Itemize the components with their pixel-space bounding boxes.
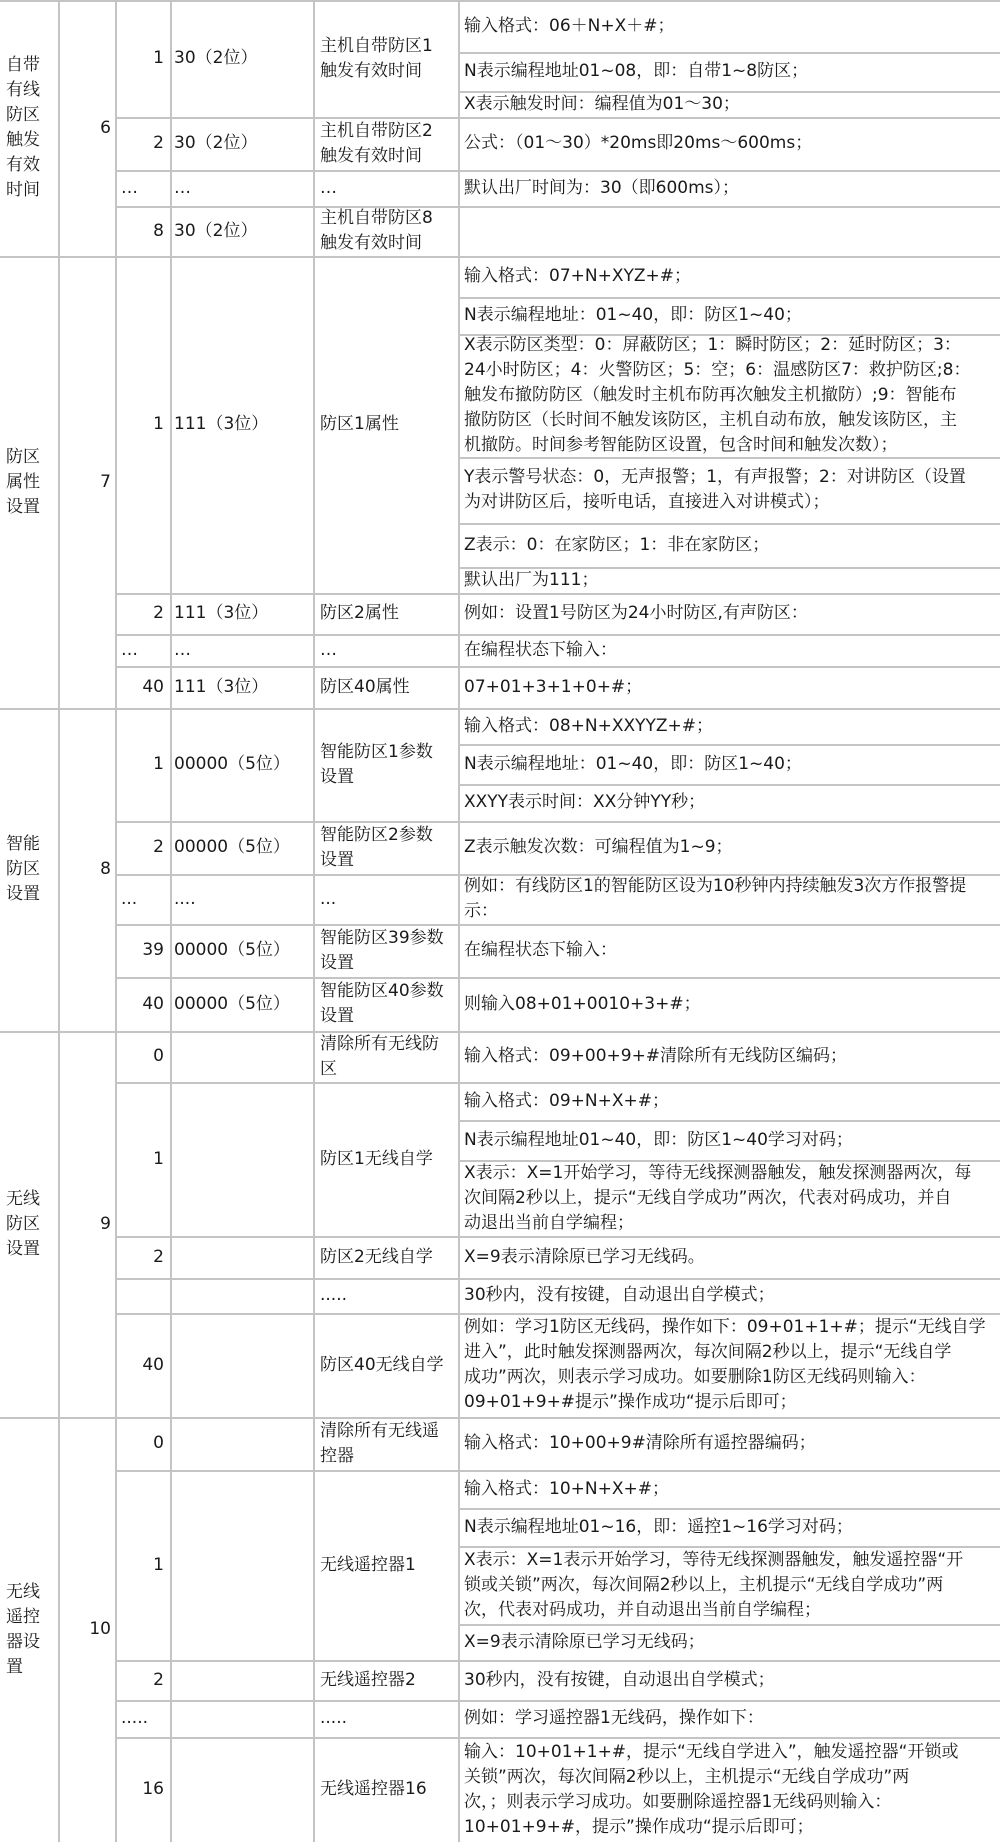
note-line: 07+01+3+1+0+#；	[464, 676, 643, 697]
row-number: 2	[153, 1669, 164, 1690]
column-divider	[170, 593, 172, 634]
column-divider	[170, 117, 172, 170]
row-item: 防区2无线自学	[320, 1246, 433, 1267]
column-divider	[170, 1278, 172, 1313]
column-divider	[313, 634, 315, 666]
row-divider	[115, 1313, 458, 1315]
row-number: 0	[153, 1046, 164, 1066]
column-divider	[458, 0, 460, 256]
row-number: 1	[153, 48, 164, 68]
column-divider	[170, 256, 172, 593]
row-divider	[458, 593, 1000, 595]
row-item: 智能防区2参数 设置	[320, 824, 433, 870]
note-line: XXYY表示时间：XX分钟YY秒；	[464, 792, 706, 812]
note-line: 输入格式：10+N+X+#；	[464, 1478, 669, 1499]
row-number: 1	[153, 754, 164, 774]
column-divider	[313, 1700, 315, 1737]
column-divider	[115, 256, 117, 708]
row-number: 1	[153, 1148, 164, 1169]
note-line: X表示触发时间：编程值为01～30；	[464, 93, 740, 114]
row-divider	[115, 874, 458, 876]
row-divider	[115, 593, 458, 595]
note-line: 输入：10+01+1+#，提示“无线自学进入”，触发遥控器“开锁或 关锁”两次，每次间隔2秒以上，主机提示“无线自学成功”两 次，；则表示学习成功。如要删除遥控器1无线码则输入： 10+01+9+#，提示”操作成功“提示后即可；	[464, 1741, 959, 1837]
note-line: Y表示警号状态：0，无声报警；1，有声报警；2：对讲防区（设置 为对讲防区后，接听电话，直接进入对讲模式）；	[464, 467, 966, 512]
note-line: X表示：X=1开始学习，等待无线探测器触发，触发探测器两次，每 次间隔2秒以上，提示“无线自学成功”两次，代表对码成功，并自 动退出当前自学编程；	[464, 1162, 972, 1233]
row-value: 00000（5位）	[174, 754, 290, 774]
column-divider	[313, 924, 315, 977]
note-line: 则输入08+01+0010+3+#；	[464, 993, 701, 1014]
note-line: N表示编程地址01~08，即：自带1~8防区；	[464, 61, 809, 81]
note-line: 例如：设置1号防区为24小时防区,有声防区：	[464, 603, 808, 623]
row-divider	[458, 784, 1000, 786]
row-divider	[458, 1660, 1000, 1662]
column-divider	[170, 1700, 172, 1737]
column-divider	[458, 256, 460, 708]
note-line: N表示编程地址01~40，即：防区1~40学习对码；	[464, 1129, 853, 1150]
column-divider	[170, 708, 172, 821]
note-line: 30秒内，没有按键，自动退出自学模式；	[464, 1669, 775, 1690]
column-divider	[313, 1313, 315, 1417]
section-code: 10	[89, 1619, 111, 1639]
row-number: 39	[142, 940, 164, 960]
row-number: …	[121, 177, 138, 198]
row-number: 2	[153, 133, 164, 153]
row-divider	[458, 206, 1000, 208]
row-divider	[458, 117, 1000, 119]
row-item: 防区1属性	[320, 414, 399, 434]
note-line: X=9表示清除原已学习无线码；	[464, 1631, 705, 1652]
row-number: 40	[142, 1354, 164, 1375]
row-value: …	[174, 177, 191, 198]
column-divider	[313, 1660, 315, 1700]
note-line: 默认出厂为111；	[464, 569, 599, 590]
row-divider	[458, 457, 1000, 459]
row-item: .....	[320, 1285, 348, 1305]
column-divider	[313, 874, 315, 924]
column-divider	[313, 1278, 315, 1313]
row-number: 1	[153, 414, 164, 434]
note-line: 在编程状态下输入：	[464, 639, 617, 660]
note-line: 公式：（01～30）*20ms即20ms～600ms；	[464, 133, 813, 153]
section-name: 无线 遥控 器设 置	[6, 1581, 40, 1677]
column-divider	[313, 1417, 315, 1470]
note-line: 例如：有线防区1的智能防区设为10秒钟内持续触发3次方作报警提 示：	[464, 876, 967, 921]
row-divider	[458, 634, 1000, 636]
row-divider	[115, 1660, 458, 1662]
row-divider	[458, 1624, 1000, 1626]
column-divider	[170, 924, 172, 977]
column-divider	[170, 1082, 172, 1236]
row-number: .....	[121, 1708, 149, 1728]
column-divider	[313, 206, 315, 256]
row-value: …	[174, 639, 191, 660]
section-code: 8	[100, 859, 111, 879]
row-divider	[115, 1700, 458, 1702]
row-number: 2	[153, 1246, 164, 1267]
row-divider	[115, 666, 458, 668]
row-item: 防区1无线自学	[320, 1148, 433, 1169]
column-divider	[170, 1313, 172, 1417]
column-divider	[313, 708, 315, 821]
note-line: 在编程状态下输入：	[464, 940, 617, 960]
column-divider	[170, 206, 172, 256]
row-number: …	[121, 639, 138, 660]
column-divider	[458, 1417, 460, 1842]
section-name: 防区 属性 设置	[6, 446, 40, 517]
note-line: N表示编程地址01~16，即：遥控1~16学习对码；	[464, 1516, 853, 1537]
column-divider	[313, 977, 315, 1031]
section-name: 无线 防区 设置	[6, 1188, 40, 1259]
row-divider	[115, 1470, 458, 1472]
column-divider	[313, 593, 315, 634]
column-divider	[458, 1031, 460, 1417]
row-divider	[458, 1470, 1000, 1472]
row-item: …	[320, 177, 337, 198]
column-divider	[313, 821, 315, 874]
column-divider	[313, 256, 315, 593]
row-item: 无线遥控器2	[320, 1669, 416, 1690]
section-name: 自带 有线 防区 触发 有效 时间	[6, 55, 40, 200]
row-number: 8	[153, 220, 164, 241]
row-divider	[115, 634, 458, 636]
column-divider	[170, 874, 172, 924]
column-divider	[313, 1031, 315, 1082]
row-divider	[0, 0, 1000, 2]
row-item: 主机自带防区8 触发有效时间	[320, 208, 433, 253]
row-item: 智能防区1参数 设置	[320, 741, 433, 787]
row-value: 00000（5位）	[174, 837, 290, 857]
row-divider	[0, 1031, 1000, 1033]
row-number: 1	[153, 1554, 164, 1575]
column-divider	[170, 1660, 172, 1700]
row-value: 111（3位）	[174, 603, 269, 623]
row-divider	[115, 170, 458, 172]
row-divider	[458, 170, 1000, 172]
row-item: .....	[320, 1708, 348, 1728]
column-divider	[170, 977, 172, 1031]
row-value: 00000（5位）	[174, 940, 290, 960]
row-value: 30（2位）	[174, 48, 258, 68]
note-line: N表示编程地址：01~40，即：防区1~40；	[464, 305, 802, 325]
row-divider	[115, 1236, 458, 1238]
row-divider	[0, 1417, 1000, 1419]
row-item: 防区2属性	[320, 603, 399, 623]
row-value: 00000（5位）	[174, 993, 290, 1014]
row-item: 主机自带防区2 触发有效时间	[320, 120, 433, 166]
row-divider	[0, 256, 1000, 258]
column-divider	[313, 666, 315, 708]
row-item: 智能防区40参数 设置	[320, 981, 444, 1026]
row-number: 2	[153, 837, 164, 857]
column-divider	[313, 1737, 315, 1842]
row-number: 16	[142, 1779, 164, 1799]
note-line: 输入格式：06＋N+X＋#；	[464, 15, 675, 36]
note-line: N表示编程地址：01~40，即：防区1~40；	[464, 753, 802, 774]
column-divider	[170, 1236, 172, 1278]
note-line: 输入格式：08+N+XXYYZ+#；	[464, 715, 714, 736]
row-divider	[115, 1278, 458, 1280]
section-code: 6	[100, 117, 111, 138]
row-divider	[458, 1700, 1000, 1702]
section-code: 9	[100, 1213, 111, 1234]
row-number: ...	[121, 888, 138, 909]
column-divider	[313, 1470, 315, 1660]
column-divider	[170, 1737, 172, 1842]
row-divider	[115, 1737, 458, 1739]
column-divider	[170, 1470, 172, 1660]
row-item: 防区40属性	[320, 676, 410, 697]
column-divider	[170, 1031, 172, 1082]
column-divider	[170, 821, 172, 874]
row-value: 111（3位）	[174, 414, 269, 434]
row-divider	[458, 1120, 1000, 1122]
column-divider	[313, 1082, 315, 1236]
row-value: 30（2位）	[174, 220, 258, 241]
row-divider	[458, 977, 1000, 979]
row-item: 清除所有无线遥 控器	[320, 1420, 439, 1466]
column-divider	[170, 1417, 172, 1470]
row-number: 2	[153, 603, 164, 623]
row-divider	[458, 1508, 1000, 1510]
column-divider	[170, 666, 172, 708]
column-divider	[313, 0, 315, 117]
column-divider	[170, 634, 172, 666]
column-divider	[458, 708, 460, 1031]
row-item: 主机自带防区1 触发有效时间	[320, 35, 433, 81]
row-item: 智能防区39参数 设置	[320, 927, 444, 973]
row-divider	[458, 297, 1000, 299]
row-value: ....	[174, 888, 196, 909]
row-divider	[458, 924, 1000, 926]
row-divider	[458, 821, 1000, 823]
section-code: 7	[100, 471, 111, 492]
row-value: 30（2位）	[174, 133, 258, 153]
section-name: 智能 防区 设置	[6, 834, 40, 904]
column-divider	[313, 170, 315, 206]
row-divider	[458, 1236, 1000, 1238]
row-divider	[115, 1082, 458, 1084]
row-divider	[458, 1082, 1000, 1084]
note-line: 默认出厂时间为：30（即600ms）；	[464, 177, 739, 198]
row-divider	[458, 523, 1000, 525]
note-line: Z表示：0：在家防区；1：非在家防区；	[464, 534, 770, 555]
column-divider	[313, 117, 315, 170]
row-item: ...	[320, 888, 337, 909]
note-line: X=9表示清除原已学习无线码。	[464, 1246, 705, 1267]
note-line: 输入格式：09+N+X+#；	[464, 1090, 669, 1111]
row-divider	[458, 744, 1000, 746]
note-line: 输入格式：07+N+XYZ+#；	[464, 266, 692, 286]
row-value: 111（3位）	[174, 676, 269, 697]
row-divider	[458, 1278, 1000, 1280]
row-item: …	[320, 639, 337, 660]
column-divider	[313, 1236, 315, 1278]
note-line: X表示防区类型：0：屏蔽防区；1：瞬时防区；2：延时防区；3： 24小时防区；4：火警防区；5：空；6：温感防区7：救护防区;8： 触发布撤防防区（触发时主机布防再次触发主机撤防）;9：智能布 撤防防区（长时间不触发该防区，主机自动布放，触发该防区，主 机撤防。时间参考智能防区设置，包含时间和触发次数）；	[464, 335, 971, 455]
note-line: 输入格式：10+00+9#清除所有遥控器编码；	[464, 1433, 816, 1453]
row-number: 40	[142, 993, 164, 1014]
note-line: Z表示触发次数：可编程值为1~9；	[464, 837, 733, 857]
row-number: 0	[153, 1433, 164, 1453]
column-divider	[170, 170, 172, 206]
row-item: 无线遥控器1	[320, 1554, 416, 1575]
note-line: 输入格式：09+00+9+#清除所有无线防区编码；	[464, 1046, 848, 1066]
row-number: 40	[142, 676, 164, 697]
note-line: 30秒内，没有按键，自动退出自学模式；	[464, 1285, 775, 1305]
note-line: 例如：学习遥控器1无线码，操作如下：	[464, 1708, 764, 1728]
note-line: 例如：学习1防区无线码，操作如下：09+01+1+#；提示“无线自学 进入”，此时触发探测器两次，每次间隔2秒以上，提示“无线自学 成功”两次，则表示学习成功。如要删除1防区无线码则输入： 09+01+9+#提示”操作成功“提示后即可；	[464, 1317, 986, 1412]
row-divider	[458, 52, 1000, 54]
row-divider	[0, 708, 1000, 710]
row-divider	[458, 666, 1000, 668]
row-item: 防区40无线自学	[320, 1354, 444, 1375]
note-line: X表示：X=1表示开始学习，等待无线探测器触发，触发遥控器“开 锁或关锁”两次，每次间隔2秒以上，主机提示“无线自学成功”两 次，代表对码成功，并自动退出当前自学编程；	[464, 1549, 964, 1620]
row-item: 清除所有无线防 区	[320, 1033, 439, 1079]
column-divider	[170, 0, 172, 117]
row-item: 无线遥控器16	[320, 1779, 427, 1799]
